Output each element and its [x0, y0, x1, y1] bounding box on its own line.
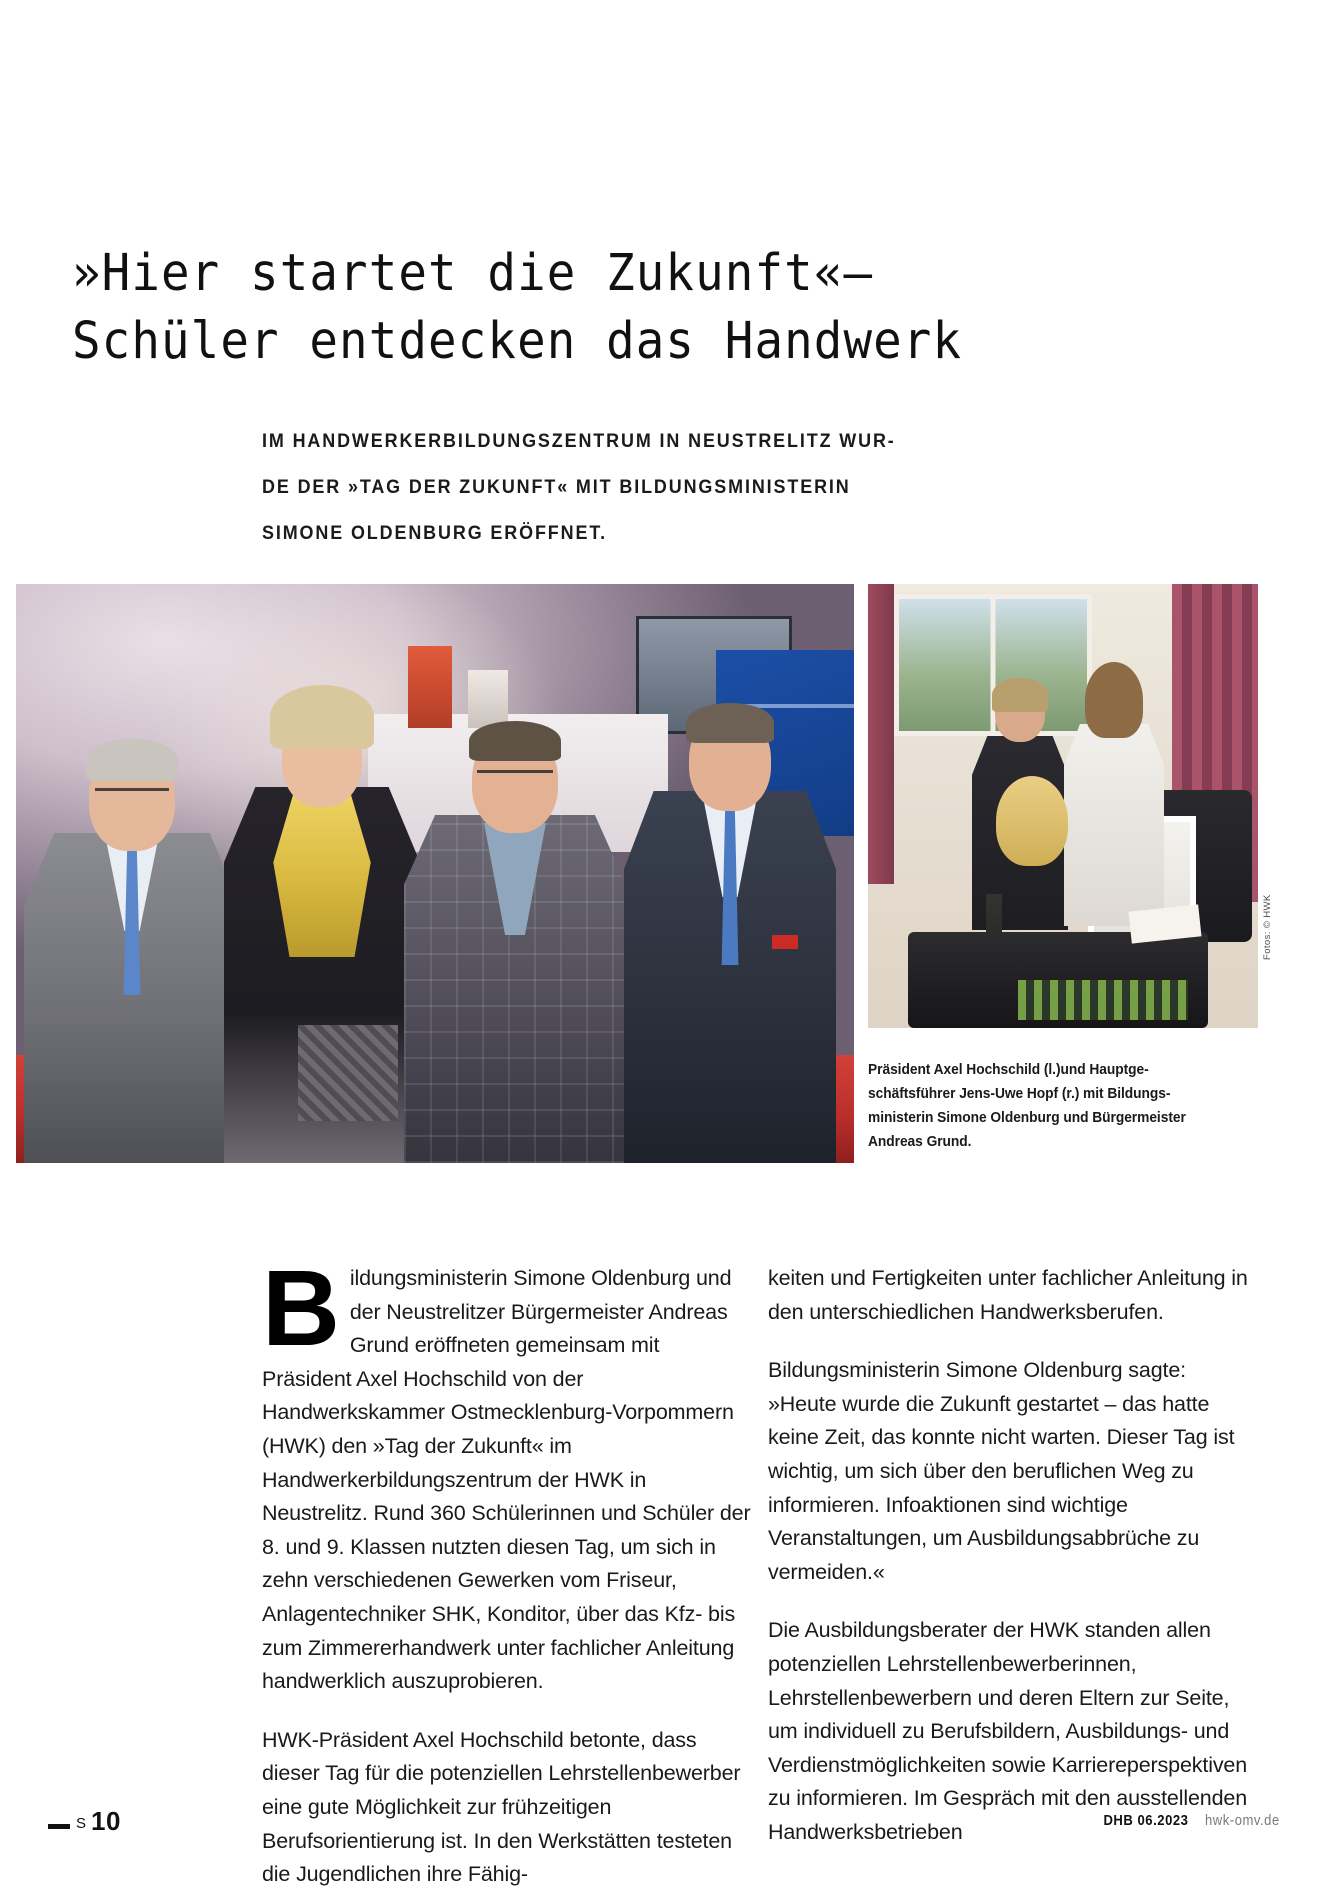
footer-rule: [48, 1824, 70, 1829]
paragraph-text: Die Ausbildungsberater der HWK standen allen potenziellen Lehrstellenbewerberinnen, Lehrstellenbewerbern und deren Eltern zur Seite, um individuell zu Berufsbildern, Ausbildungs- und Verdienstmöglichkeiten sowie Karriereperspektiven zu informieren. Im Gespräch mit den ausstellenden Handwerksbetrieben: [768, 1618, 1248, 1844]
standfirst-line-3: SIMONE OLDENBURG ERÖFFNET.: [262, 522, 608, 544]
article-paragraph: [768, 1262, 1260, 1329]
photo-person-3: [404, 719, 626, 1163]
photo-caption: [868, 1058, 1186, 1154]
person-4-hair: [686, 703, 774, 743]
caption-line-4: Andreas Grund.: [868, 1134, 972, 1150]
footer-meta: [1094, 1812, 1288, 1830]
caption-line-3: ministerin Simone Oldenburg und Bürgermeister: [868, 1110, 1186, 1126]
standfirst-line-1: IM HANDWERKERBILDUNGSZENTRUM IN NEUSTRELITZ WUR-: [262, 430, 896, 452]
article-paragraph: [262, 1247, 754, 1699]
person-3-hair: [469, 721, 561, 761]
article-column-left: [262, 1247, 754, 1892]
paragraph-text: Bildungsministerin Simone Oldenburg sagte: »Heute wurde die Zukunft gestartet – das hatte keine Zeit, das konnte nicht warten. Dieser Tag ist wichtig, um sich über den beruflichen Weg zu informieren. Infoaktionen sind wichtige Veranstaltungen, um Ausbildungsabbrüche zu vermeiden.«: [768, 1358, 1235, 1584]
person-1-hair: [86, 739, 178, 781]
folio-prefix: S: [76, 1815, 88, 1832]
side-photo: [868, 584, 1258, 1028]
headline-line-2: Schüler entdecken das Handwerk: [72, 312, 963, 371]
page-folio: [76, 1806, 121, 1837]
issue-label: DHB 06.2023: [1103, 1813, 1189, 1829]
person-3-glasses: [477, 770, 553, 773]
page-title: [72, 240, 1262, 376]
article-paragraph: [262, 1724, 754, 1892]
page-number: 10: [91, 1806, 121, 1836]
side-photo-person-2: [1064, 666, 1164, 926]
caption-line-2: schäftsführer Jens-Uwe Hopf (r.) mit Bildungs-: [868, 1086, 1171, 1102]
photo-person-1: [24, 743, 240, 1163]
article-column-right: [768, 1262, 1260, 1850]
photo-person-2: [224, 693, 420, 1163]
side-person-2-hair: [1085, 662, 1143, 738]
side-photo-curtain-left: [868, 584, 894, 884]
article-paragraph: [768, 1354, 1260, 1589]
caption-line-1: Präsident Axel Hochschild (l.)und Hauptge-: [868, 1062, 1149, 1078]
main-photo: [16, 584, 854, 1163]
side-person-2-torso: [1064, 724, 1164, 926]
photo-credit: Fotos: © HWK: [1262, 894, 1273, 960]
website-url[interactable]: hwk-omv.de: [1204, 1813, 1280, 1829]
person-1-glasses: [95, 788, 169, 791]
drop-cap: B: [262, 1247, 340, 1368]
paragraph-text: keiten und Fertigkeiten unter fachlicher Anleitung in den unterschiedlichen Handwerksberufen.: [768, 1266, 1248, 1324]
paragraph-text: ildungsministerin Simone Oldenburg und der Neustrelitzer Bürgermeister Andreas Grund eröffneten gemeinsam mit Präsident Axel Hochschild von der Handwerkskammer Ostmecklenburg-Vorpommern (HWK) den »Tag der Zukunft« im Handwerkerbildungszentrum der HWK in Neustrelitz. Rund 360 Schülerinnen und Schüler der 8. und 9. Klassen nutzten diesen Tag, um sich in zehn verschiedenen Gewerken vom Friseur, Anlagentechniker SHK, Konditor, über das Kfz- bis zum Zimmererhandwerk unter fachlicher Anleitung handwerklich auszuprobieren.: [262, 1266, 751, 1694]
side-photo-training-head: [996, 776, 1068, 866]
headline-line-1: »Hier startet die Zukunft«–: [72, 244, 874, 303]
photo-person-4: [624, 693, 836, 1163]
person-2-bag: [298, 1025, 398, 1121]
standfirst: [262, 418, 1082, 556]
person-2-hair: [270, 685, 374, 749]
person-4-lapel-pin: [772, 935, 798, 949]
standfirst-line-2: DE DER »TAG DER ZUKUNFT« MIT BILDUNGSMINISTERIN: [262, 476, 851, 498]
side-photo-bottles: [1018, 980, 1188, 1020]
paragraph-text: HWK-Präsident Axel Hochschild betonte, dass dieser Tag für die potenziellen Lehrstellenbewerber eine gute Möglichkeit zur frühzeitigen Berufsorientierung ist. In den Werkstätten testeten die Jugendlichen ihre Fähig-: [262, 1727, 741, 1887]
side-person-1-hair: [992, 678, 1048, 712]
